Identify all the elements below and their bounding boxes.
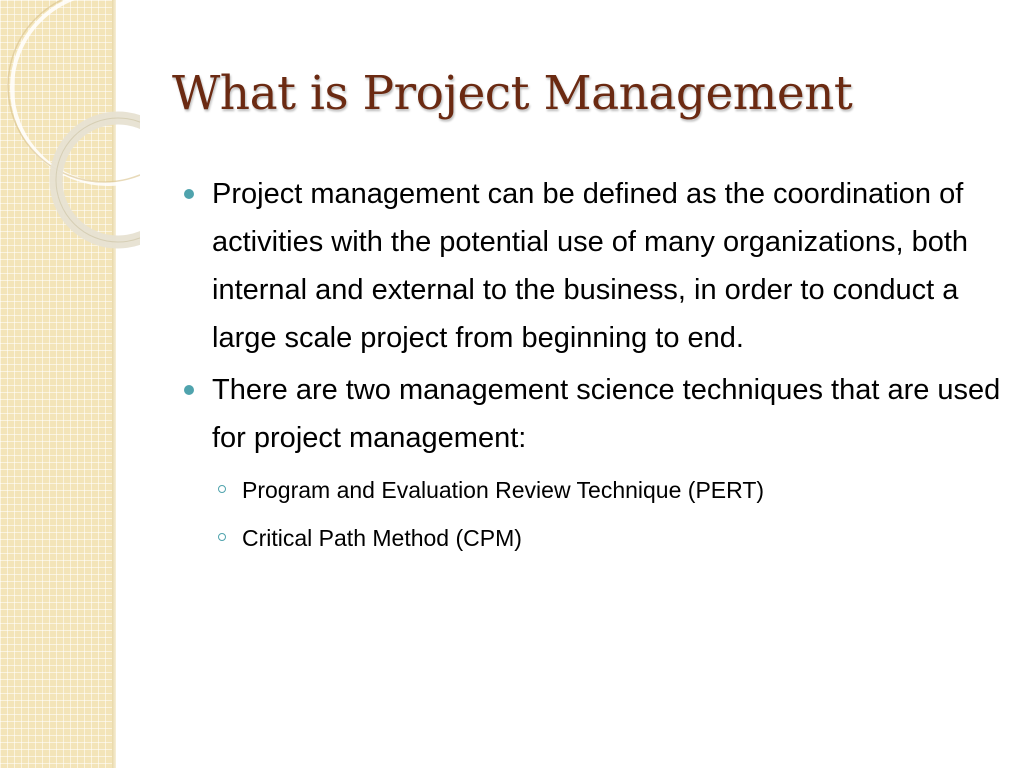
sub-bullet-text: Program and Evaluation Review Technique (PERT) <box>242 477 765 503</box>
bullet-text: Project management can be defined as the coordination of activities with the potential use of many organizations, both internal and external to the business, in order to conduct a large scale project from beginning to end. <box>212 178 969 354</box>
bullet-item <box>184 366 1004 462</box>
sub-bullet-text: Critical Path Method (CPM) <box>242 525 522 551</box>
decorative-circles-icon <box>0 0 140 260</box>
bullet-dot-icon <box>184 385 194 395</box>
bullet-item <box>184 170 1004 362</box>
slide-title: What is Project Management <box>172 66 853 121</box>
sub-bullet-item <box>184 466 1004 514</box>
bullet-text: There are two management science techniques that are used for project management: <box>212 374 1001 454</box>
sub-bullet-item <box>184 514 1004 562</box>
sub-bullet-ring-icon <box>218 485 226 493</box>
sub-bullet-ring-icon <box>218 533 226 541</box>
bullet-dot-icon <box>184 189 194 199</box>
slide-body <box>184 170 1004 562</box>
